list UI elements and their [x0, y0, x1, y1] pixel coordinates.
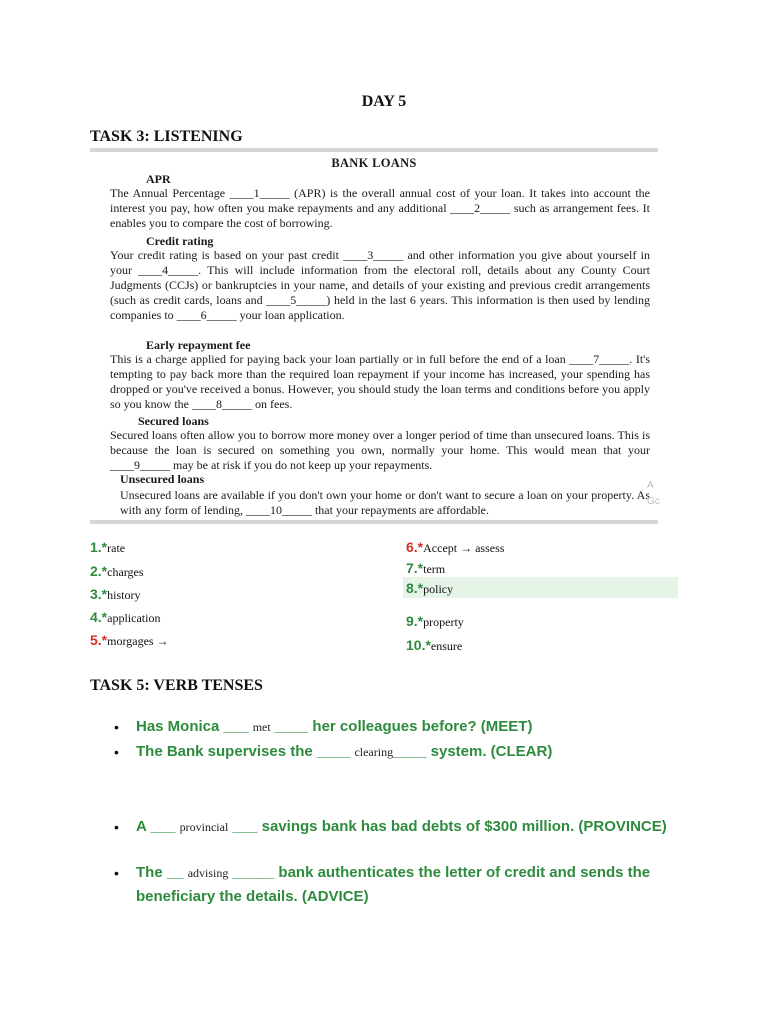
- secured-loans-paragraph: Secured loans often allow you to borrow more money over a longer period of time than unsecured loans. This is because the loan is secured on something you own, normally your home. This would mean that your ____9_____ may be at risk if you do not keep up your repayments.: [110, 428, 650, 472]
- answer-number: 1.*: [90, 539, 108, 555]
- answer-4: [90, 609, 160, 626]
- answer-number: 2.*: [90, 563, 108, 579]
- bullet: •: [114, 865, 119, 881]
- verb-item-text: _____ bank authenticates the letter of credit and sends the beneficiary the details. (ADVICE): [136, 864, 651, 905]
- answer-text: morgages →: [107, 634, 169, 648]
- unsecured-loans-heading: Unsecured loans: [120, 472, 205, 486]
- answer-number: 7.*: [406, 560, 424, 576]
- verb-item-text: The __: [136, 864, 188, 881]
- verb-item: [136, 740, 676, 764]
- unsecured-loans-paragraph: Unsecured loans are available if you don't own your home or don't want to secure a loan on your property. As with any form of lending, ____10_____ that your repayments are affordable.: [120, 488, 650, 517]
- answer-text: rate: [107, 541, 126, 555]
- page-title: DAY 5: [361, 93, 407, 110]
- credit-rating-paragraph: Your credit rating is based on your past credit ____3_____ and other information you give about yourself in your ____4_____. This will include information from the electoral roll, details about any County Court Judgments (CCJs) or bankruptcies in your name, and details of your existing and previous credit arrangements (such as credit cards, loans and ____5_____) held in the last 6 years. This information is then used by lending companies to ____6_____ your loan application.: [110, 248, 650, 322]
- answer-number: 9.*: [406, 613, 424, 629]
- verb-item-text: A ___: [136, 818, 180, 835]
- verb-item-text: ____ her colleagues before? (MEET): [270, 718, 533, 735]
- verb-item: [136, 815, 676, 839]
- credit-rating-heading: Credit rating: [146, 234, 214, 248]
- answer-7: [406, 560, 445, 577]
- verb-item: [136, 861, 676, 908]
- answer-text: charges: [107, 565, 144, 579]
- scanned-passage: [90, 148, 658, 524]
- answer-text: policy: [423, 582, 454, 596]
- verb-item-text: Has Monica ___: [136, 718, 253, 735]
- answer-text: application: [107, 611, 161, 625]
- verb-item-text: The Bank supervises the ____: [136, 743, 355, 760]
- answer-number: 6.*: [406, 539, 424, 555]
- verb-item: [136, 715, 676, 739]
- answer-text: ensure: [430, 639, 463, 653]
- answer-3: [90, 586, 140, 603]
- answer-1: [90, 539, 125, 556]
- answer-text: term: [423, 562, 446, 576]
- verb-item-answer: met: [252, 720, 271, 734]
- answer-10: [406, 637, 462, 654]
- answer-text: history: [107, 588, 141, 602]
- early-repayment-paragraph: This is a charge applied for paying back your loan partially or in full before the end of a loan ____7_____. It's tempting to pay back more than the required loan repayment if your income has increased, your spending has dropped or you've received a bonus. However, you should study the loan terms and conditions before you apply so you know the ____8_____ on fees.: [110, 352, 650, 411]
- passage-heading: BANK LOANS: [331, 156, 417, 170]
- verb-item-answer: provincial: [179, 820, 229, 834]
- answer-number: 4.*: [90, 609, 108, 625]
- answer-number: 5.*: [90, 632, 108, 648]
- task5-heading: TASK 5: VERB TENSES: [90, 677, 263, 694]
- verb-item-text: ___ savings bank has bad debts of $300 million. (PROVINCE): [228, 818, 667, 835]
- early-repayment-heading: Early repayment fee: [146, 338, 251, 352]
- verb-item-answer: clearing: [354, 745, 394, 759]
- side-mark: A: [647, 480, 654, 491]
- bullet: •: [114, 819, 119, 835]
- apr-paragraph: The Annual Percentage ____1_____ (APR) is the overall annual cost of your loan. It takes into account the interest you pay, how often you make repayments and any additional ____2_____ such as arrangement fees. It enables you to compare the cost of borrowing.: [110, 186, 650, 230]
- answer-text: Accept → assess: [423, 541, 505, 555]
- apr-heading: APR: [146, 172, 171, 186]
- answer-9: [406, 613, 464, 630]
- side-mark: Gc: [647, 496, 660, 507]
- answer-6: [406, 539, 504, 556]
- answer-text: property: [423, 615, 464, 629]
- answer-2: [90, 563, 144, 580]
- secured-loans-heading: Secured loans: [138, 414, 209, 428]
- answer-number: 8.*: [406, 580, 424, 596]
- answer-8: [406, 580, 453, 597]
- answer-number: 3.*: [90, 586, 108, 602]
- task3-heading: TASK 3: LISTENING: [90, 128, 243, 145]
- answer-number: 10.*: [406, 637, 431, 653]
- verb-item-text: ____ system. (CLEAR): [393, 743, 553, 760]
- verb-item-answer: advising: [187, 866, 229, 880]
- bullet: •: [114, 744, 119, 760]
- answer-5: [90, 632, 169, 649]
- bullet: •: [114, 719, 119, 735]
